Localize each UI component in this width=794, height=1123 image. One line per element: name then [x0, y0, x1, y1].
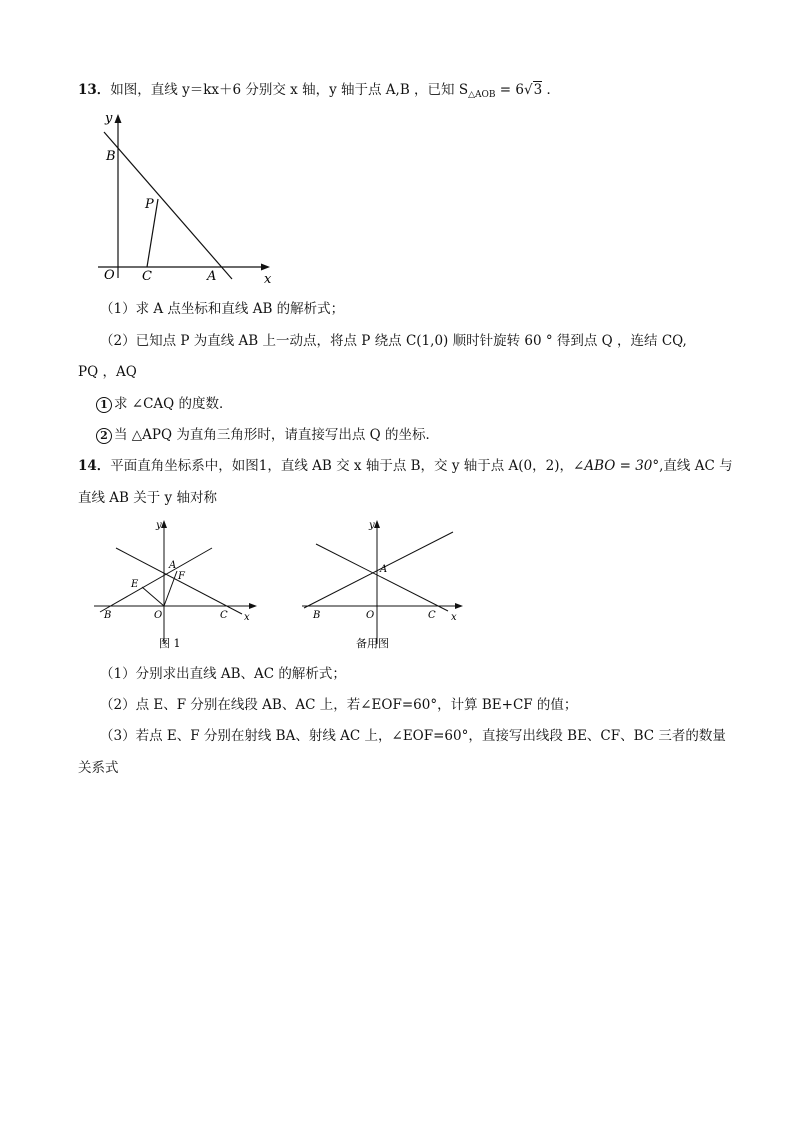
q13-label-p: P: [145, 197, 154, 212]
q13-sub2-mark: 2: [96, 428, 112, 444]
q14f1-line-ab: [100, 548, 212, 612]
q13-stem: [78, 80, 560, 102]
q13-sub1: [96, 394, 233, 414]
q13-area-subscript: △AOB: [468, 90, 496, 100]
q14f2-line-ab: [304, 532, 453, 608]
q14-stem-line1: [78, 456, 733, 476]
q13-label-y: y: [105, 111, 113, 126]
q13-sub2-text: 当 △APQ 为直角三角形时，请直接写出点 Q 的坐标．: [114, 427, 440, 443]
q13-area-symbol: S: [458, 82, 469, 98]
q13-label-c: C: [142, 269, 152, 284]
q13-part2-line2: PQ ，AQ: [78, 364, 137, 380]
sqrt-sign: √: [524, 82, 533, 98]
q14f1-label-b: B: [104, 610, 112, 621]
q14-stem-text-b: ,直线 AC 与: [659, 458, 733, 474]
q14f1-x-arrow: [249, 603, 257, 609]
q13-line-ab: [104, 132, 232, 279]
q14f2-label-y: y: [369, 520, 375, 531]
q14f1-label-e: E: [131, 579, 139, 590]
q14-part3-line2: 关系式: [78, 760, 119, 776]
q14f2-label-a: A: [380, 564, 388, 575]
q14f2-line-ac: [316, 544, 448, 611]
q14f1-y-arrow: [161, 520, 167, 528]
q14f1-caption: 图 1: [159, 637, 181, 650]
q13-stem-text: 如图，直线 y＝kx＋6 分别交 x 轴，y 轴于点 A,B ，已知: [110, 82, 459, 98]
q14f1-label-o: O: [154, 610, 163, 621]
q14f2-label-b: B: [313, 610, 321, 621]
q13-stem-end: ．: [542, 82, 560, 98]
q13-y-arrow: [115, 114, 122, 123]
q14-part1: （1）分别求出直线 AB、AC 的解析式；: [100, 666, 346, 682]
q14f1-label-x: x: [244, 612, 250, 623]
q14-stem-line2: 直线 AB 关于 y 轴对称: [78, 490, 217, 506]
q14f2-label-x: x: [451, 612, 457, 623]
q13-label-b: B: [106, 149, 116, 164]
q14-part2: （2）点 E、F 分别在线段 AB、AC 上，若∠EOF=60°，计算 BE+CF 的值；: [100, 697, 578, 713]
q14f1-label-c: C: [220, 610, 228, 621]
q14f2-y-arrow: [374, 520, 380, 528]
q13-sub2: [96, 425, 439, 445]
q14-figure-1: [92, 514, 267, 654]
q14f1-segment-oe: [142, 587, 164, 606]
q13-part1: （1）求 A 点坐标和直线 AB 的解析式；: [100, 301, 345, 317]
q14f1-label-a: A: [169, 560, 177, 571]
q14f1-label-f: F: [178, 571, 185, 582]
q13-figure: [90, 108, 285, 288]
q14f2-label-o: O: [366, 610, 375, 621]
q13-sub1-mark: 1: [96, 397, 112, 413]
q14f2-label-c: C: [428, 610, 436, 621]
q13-number: 13．: [78, 82, 111, 98]
q13-x-arrow: [261, 264, 270, 271]
q14f2-x-arrow: [455, 603, 463, 609]
q14-part3-line1: （3）若点 E、F 分别在射线 BA、射线 AC 上，∠EOF=60°，直接写出线段 BE、CF、BC 三者的数量: [100, 728, 726, 744]
q14-figure-2: [298, 514, 473, 654]
q13-area-eq: = 6: [495, 82, 524, 98]
q13-label-x: x: [264, 272, 272, 287]
q13-area-root: 3: [533, 82, 543, 98]
q14-stem-text-a: 平面直角坐标系中，如图1，直线 AB 交 x 轴于点 B，交 y 轴于点 A(0，2)，: [110, 458, 574, 474]
q13-label-a: A: [207, 269, 217, 284]
q14f1-label-y: y: [156, 520, 162, 531]
q14-number: 14．: [78, 458, 111, 474]
q13-sub1-text: 求 ∠CAQ 的度数．: [114, 396, 233, 412]
q13-label-o: O: [104, 268, 115, 283]
q14f2-caption: 备用图: [356, 637, 389, 650]
q14-stem-angle: ∠ABO = 30°: [573, 458, 660, 474]
q13-part2-line1: （2）已知点 P 为直线 AB 上一动点，将点 P 绕点 C(1,0) 顺时针旋转 60 ° 得到点 Q ，连结 CQ,: [100, 333, 687, 349]
